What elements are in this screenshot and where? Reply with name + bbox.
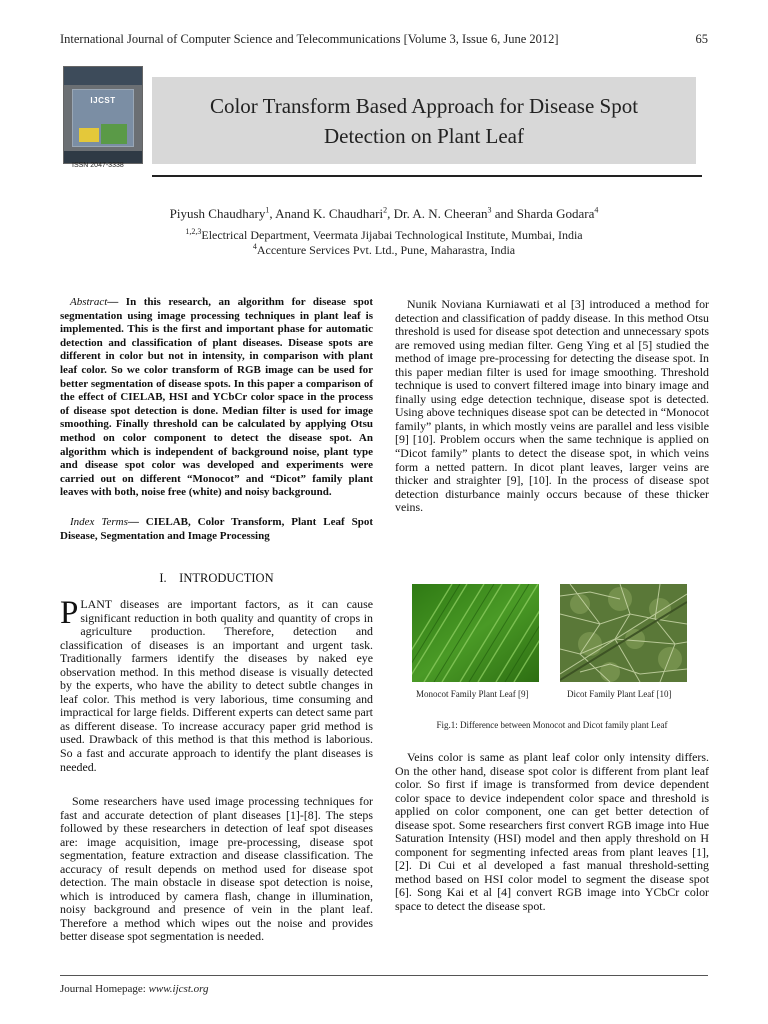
monocot-leaf-image [412, 584, 539, 682]
right-paragraph-1: Nunik Noviana Kurniawati et al [3] introduced a method for detection and classification of paddy disease. In this method Otsu threshold is used for disease spot detection and unnecessary spots are removed using median filter. Geng Ying et al [5] studied the method of image pre-processing for detecting the disease spot. In this paper median filter is used for image smoothing. Threshold technique is used to convert filtered image into binary image and finally using edge detection technique, disease spot is detected. Using above techniques disease spot can be detected in “Monocot family” plants, in which mostly veins are parallel and less visible [9] [10]. Problem occurs when the same technique is applied on “Dicot family” plants to detect the disease spot, in which veins form a netted pattern. In dicot plant leaves, larger veins are thicker and straighter [9], [10]. In the process of disease spot detection disturbance mainly occurs because of these thicker veins. [395, 297, 709, 515]
title-divider [152, 175, 702, 177]
author-1-affil: 1 [265, 205, 270, 215]
author-2: Anand K. Chaudhari [275, 206, 384, 221]
abstract-text: In this research, an algorithm for disease spot segmentation using image processing techniques in plant leaf is implemented. This is the first and important phase for automatic detection and classification of plant diseases. Disease spots are different in color but not in intensity, in comparison with plant leaf color. So we color transform of RGB image can be used for better segmentation of disease spots. In this paper a comparison of the effect of CIELAB, HSI and YCbCr color space in the process of disease spot detection is done. Median filter is used for image smoothing. Finally threshold can be calculated by applying Otsu method on color component to detect the disease spot. An algorithm which is independent of background noise, plant type and disease spot color was developed and experiments were carried out on different “Monocot” and “Dicot” family plant leaves with both, noise free (white) and noisy background. [60, 296, 373, 499]
author-list [0, 206, 768, 222]
affiliation-1-text: Electrical Department, Veermata Jijabai Technological Institute, Mumbai, India [201, 228, 583, 242]
monocot-caption: Monocot Family Plant Leaf [9] [416, 689, 529, 699]
page-number: 65 [695, 32, 708, 46]
index-terms-text: CIELAB, Color Transform, Plant Leaf Spot Disease, Segmentation and Image Processing [60, 516, 373, 542]
abstract-label: Abstract [70, 296, 108, 308]
author-4: Sharda Godara [516, 206, 595, 221]
intro-paragraph-1 [60, 595, 373, 774]
drop-cap: P [60, 595, 79, 631]
affiliation-2-marker: 4 [252, 242, 257, 251]
affiliation-1 [0, 228, 768, 243]
section-heading-introduction: I. INTRODUCTION [159, 571, 274, 585]
dicot-caption: Dicot Family Plant Leaf [10] [567, 689, 672, 699]
dicot-leaf-image [560, 584, 687, 682]
index-terms-label: Index Terms [70, 516, 128, 528]
footer-divider [60, 975, 708, 976]
footer-label: Journal Homepage: [60, 983, 149, 995]
author-separator: , [387, 206, 394, 221]
journal-homepage-link[interactable]: www.ijcst.org [148, 983, 209, 995]
journal-cover-image [63, 66, 143, 164]
author-1: Piyush Chaudhary [169, 206, 266, 221]
author-4-affil: 4 [594, 205, 599, 215]
intro-paragraph-1-text: LANT diseases are important factors, as it can cause significant reduction in both quality and quantity of crops in agriculture production. Therefore, detection and classification of diseases is an important and urgent task. Traditionally farmers identify the diseases by naked eye observation method. In this method disease is visually detected by the experts, who have the ability to detect subtle changes in leaf color. This method is very laborious, time consuming and impractical for large fields. Different experts can detect same part as different disease. To increase accuracy paper grid method is used. Drawback of this method is that this method is laborious. So a fast and accurate approach to identify the plant diseases is needed. [60, 597, 373, 774]
issn-label: ISSN 2047-3338 [72, 162, 124, 169]
title-line-2: Detection on Plant Leaf [323, 123, 524, 148]
author-separator: , [269, 206, 276, 221]
affiliation-2 [0, 243, 768, 258]
author-3: Dr. A. N. Cheeran [393, 206, 488, 221]
author-2-affil: 2 [383, 205, 388, 215]
footer [60, 983, 209, 995]
index-terms [60, 516, 373, 543]
right-paragraph-2: Veins color is same as plant leaf color only intensity differs. On the other hand, disease spot color is different from plant leaf color. So first if image is transformed from device dependent color space to device independent color space and threshold is applied on color component, one can get better detection of disease spot. Some researchers first convert RGB image into Hue Saturation Intensity (HSI) model and then apply threshold on H component for segmenting infected areas from plant leaves [1], [2]. Di Cui et al developed a fast manual threshold-setting method based on HSI color model to segment the disease spot [6]. Song Kai et al [4] convert RGB image into YCbCr color space to detect the disease spot. [395, 750, 709, 914]
intro-paragraph-2: Some researchers have used image processing techniques for fast and accurate detection of plant diseases [1]-[8]. The steps followed by these researchers in detection of leaf spot diseases are: image acquisition, image pre-processing, disease spot segmentation, feature extraction and disease classification. The accuracy of result depends on method used for disease spot detection. The main obstacle in disease spot detection is noise, which is introduced by camera flash, change in illumination, noisy background and presence of vein in the plant leaf. Therefore a method which wipes out the noise and provides better disease spot segmentation is needed. [60, 794, 373, 944]
abstract [60, 296, 373, 500]
journal-logo-text: IJCST [90, 96, 116, 105]
affiliation-2-text: Accenture Services Pvt. Ltd., Pune, Maharastra, India [256, 243, 516, 257]
author-separator: and [491, 206, 517, 221]
journal-name: International Journal of Computer Science and Telecommunications [Volume 3, Issue 6, June 2012] [60, 32, 559, 46]
title-line-1: Color Transform Based Approach for Disease Spot [209, 93, 639, 118]
affiliation-1-marker: 1,2,3 [185, 227, 202, 236]
index-terms-dash: — [127, 516, 146, 528]
paper-title [152, 77, 696, 164]
abstract-dash: — [107, 296, 126, 308]
author-3-affil: 3 [487, 205, 492, 215]
figure-caption: Fig.1: Difference between Monocot and Dicot family plant Leaf [436, 720, 668, 730]
